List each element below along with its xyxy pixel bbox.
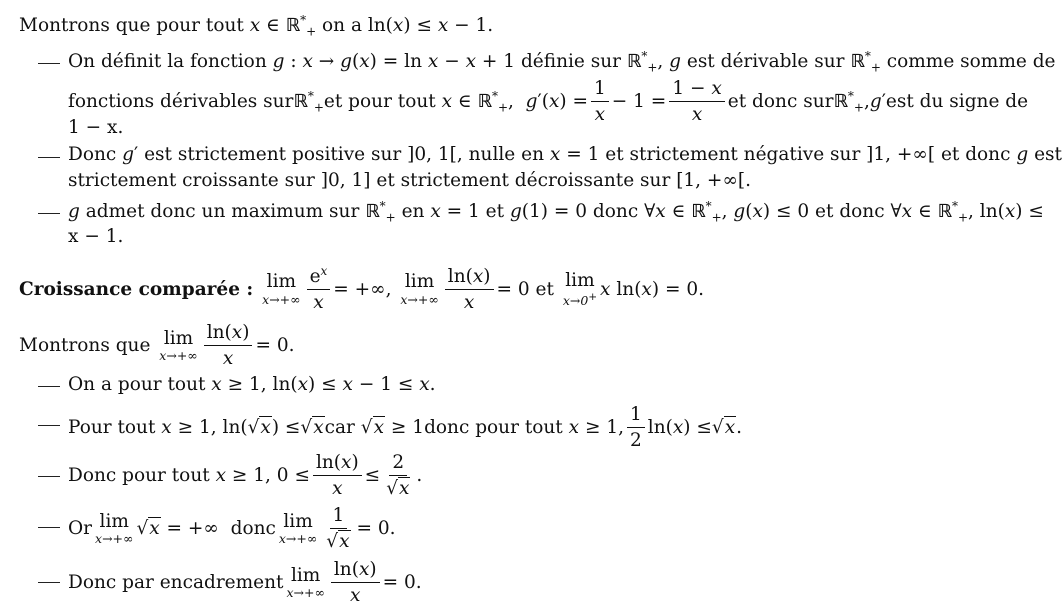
- bullet-dash: [38, 157, 60, 158]
- bullet-dash: [38, 425, 60, 426]
- item1-line2: fonctions dérivables sur ℝ*$_+$ et pour tout x ∈ ℝ*$_+$ , g ′( x ) = $\frac{1}{x}$ − 1 = $\frac{1 - x}{x}$ et donc sur ℝ*$_+$ , g ′ est du signe de: [68, 78, 1029, 126]
- croissance-comparee-line: Croissance comparée : lim x→+∞ $\frac{e^x}{x}$ = +∞, lim x→+∞ $\frac{\ln(x)}{x}$ = 0 et lim x→0+ x ln( x ) = 0.: [19, 264, 704, 314]
- intro-line: Montrons que pour tout x ∈ ℝ*$_+$ on a ln(x) ≤ x − 1.: [19, 13, 494, 39]
- limit-symbol: lim x→+∞: [159, 327, 198, 364]
- item1-line3: 1 − x.: [68, 117, 124, 138]
- list2-item-e: Donc par encadrement lim x→+∞ $\frac{\ln(x)}{x}$ = 0.: [68, 559, 422, 607]
- bullet-dash: [38, 582, 60, 583]
- bullet-dash: [38, 386, 60, 387]
- limit-symbol: lim x→+∞: [278, 510, 318, 547]
- limit-symbol: lim x→+∞: [95, 510, 134, 547]
- intro-text: Montrons que pour tout: [19, 14, 250, 36]
- croissance-comparee-title: Croissance comparée :: [19, 278, 254, 300]
- limit-symbol: lim x→+∞: [262, 271, 301, 307]
- item2-line1: Donc g′ est strictement positive sur ]0, 1[, nulle en x = 1 et strictement négative sur ]1, +∞[ et donc g est: [68, 144, 1062, 165]
- list2-item-a: On a pour tout x ≥ 1, ln(x) ≤ x − 1 ≤ x.: [68, 374, 436, 395]
- limit-symbol: lim x→+∞: [286, 564, 325, 601]
- fraction-1-over-x: $\frac{1}{x}$: [591, 78, 609, 126]
- list2-item-c: Donc pour tout x ≥ 1, 0 ≤ $\frac{\ln(x)}{x}$ ≤ $\frac{2}{√x}$ .: [68, 452, 423, 500]
- bullet-dash: [38, 213, 60, 214]
- list2-item-b: Pour tout x ≥ 1, ln( √x ) ≤ √x car √x ≥ 1 donc pour tout x ≥ 1, $\frac{1}{2}$ ln( x ) ≤ √x .: [68, 404, 743, 452]
- bullet-dash: [38, 527, 60, 528]
- list2-item-d: Or lim x→+∞ √x = +∞ donc lim x→+∞ $\frac{1}{√x}$ = 0.: [68, 505, 396, 553]
- fraction-1-minus-x-over-x: $\frac{1 - x}{x}$: [669, 78, 724, 126]
- bullet-dash: [38, 63, 60, 64]
- limit-symbol: lim x→0+: [562, 270, 598, 308]
- montrons-line: Montrons que lim x→+∞ $\frac{\ln(x)}{x}$ = 0.: [19, 322, 295, 370]
- limit-symbol: lim x→+∞: [400, 271, 439, 307]
- bullet-dash: [38, 476, 60, 477]
- item2-line2: strictement croissante sur ]0, 1] et strictement décroissante sur [1, +∞[.: [68, 170, 751, 191]
- item3-line1: g admet donc un maximum sur ℝ*$_+$ en x = 1 et g(1) = 0 donc ∀x ∈ ℝ*$_+$, g(x) ≤ 0 et donc ∀x ∈ ℝ*$_+$, ln(x) ≤: [68, 199, 1044, 225]
- item3-line2: x − 1.: [68, 226, 124, 247]
- item1-line1: On définit la fonction g : x → g(x) = ln x − x + 1 définie sur ℝ*$_+$, g est dérivable sur ℝ*$_+$ comme somme de: [68, 49, 1056, 75]
